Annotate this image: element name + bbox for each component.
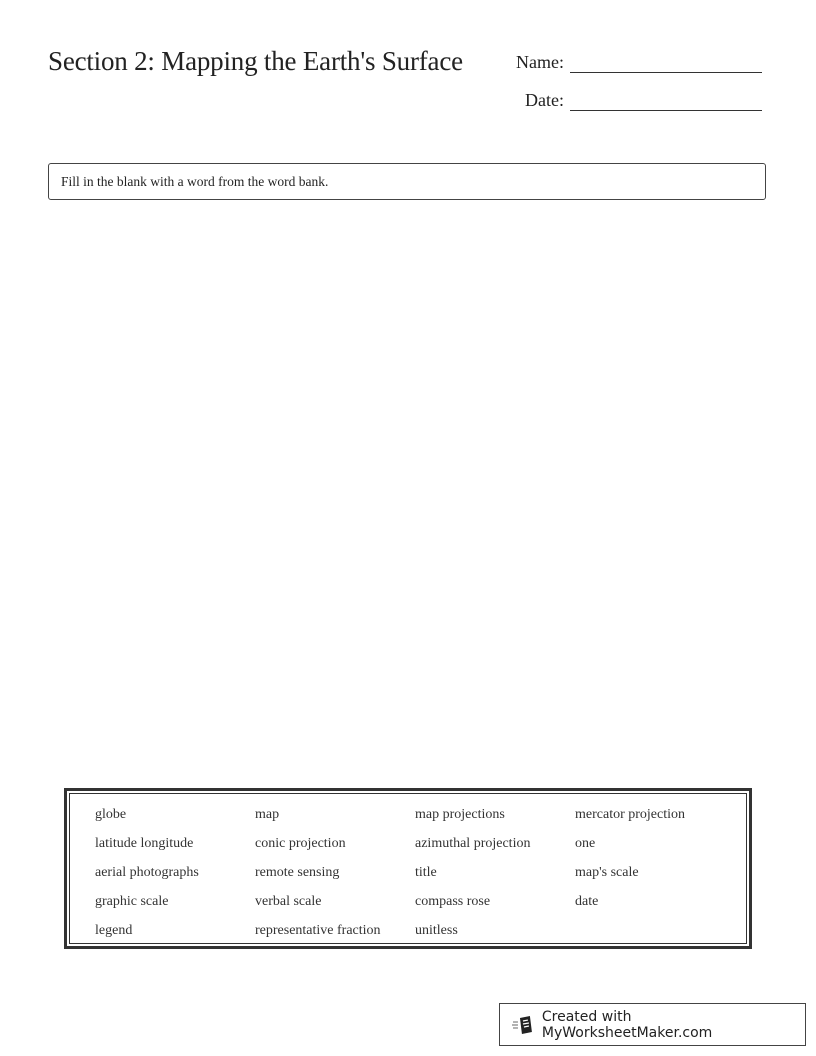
word-bank-item: compass rose bbox=[415, 894, 491, 909]
word-bank-item: date bbox=[575, 894, 599, 909]
word-bank-item: map's scale bbox=[575, 865, 639, 880]
word-bank-item: conic projection bbox=[255, 836, 346, 851]
word-bank-item: graphic scale bbox=[95, 894, 169, 909]
word-bank-item: remote sensing bbox=[255, 865, 340, 880]
name-label: Name: bbox=[516, 52, 564, 72]
word-bank-item: map bbox=[255, 807, 280, 822]
word-bank-item: representative fraction bbox=[255, 923, 381, 938]
word-bank-item: title bbox=[415, 865, 437, 880]
word-bank-item: globe bbox=[95, 807, 127, 822]
word-bank-item: mercator projection bbox=[575, 807, 686, 822]
footer-credit[interactable] bbox=[499, 1003, 806, 1046]
footer-text: Created with MyWorksheetMaker.com bbox=[541, 1008, 713, 1041]
word-bank-item: legend bbox=[95, 923, 133, 938]
word-bank-item: latitude longitude bbox=[95, 836, 194, 851]
word-bank-item: unitless bbox=[415, 923, 458, 938]
word-bank-grid bbox=[95, 806, 735, 951]
word-bank-item: one bbox=[575, 836, 596, 851]
date-field bbox=[504, 90, 762, 111]
date-blank-line[interactable] bbox=[570, 90, 762, 111]
word-bank-item: aerial photographs bbox=[95, 865, 199, 880]
word-bank-item: verbal scale bbox=[255, 894, 322, 909]
worksheet-logo-icon bbox=[512, 1014, 534, 1036]
date-label: Date: bbox=[525, 90, 564, 110]
word-bank-item: map projections bbox=[415, 807, 505, 822]
word-bank-inner-border bbox=[69, 793, 747, 944]
word-bank-item: azimuthal projection bbox=[415, 836, 531, 851]
name-field bbox=[504, 52, 762, 73]
instructions-box: Fill in the blank with a word from the word bank. bbox=[48, 163, 766, 200]
name-blank-line[interactable] bbox=[570, 52, 762, 73]
word-bank bbox=[64, 788, 752, 949]
page-title: Section 2: Mapping the Earth's Surface bbox=[48, 46, 463, 76]
